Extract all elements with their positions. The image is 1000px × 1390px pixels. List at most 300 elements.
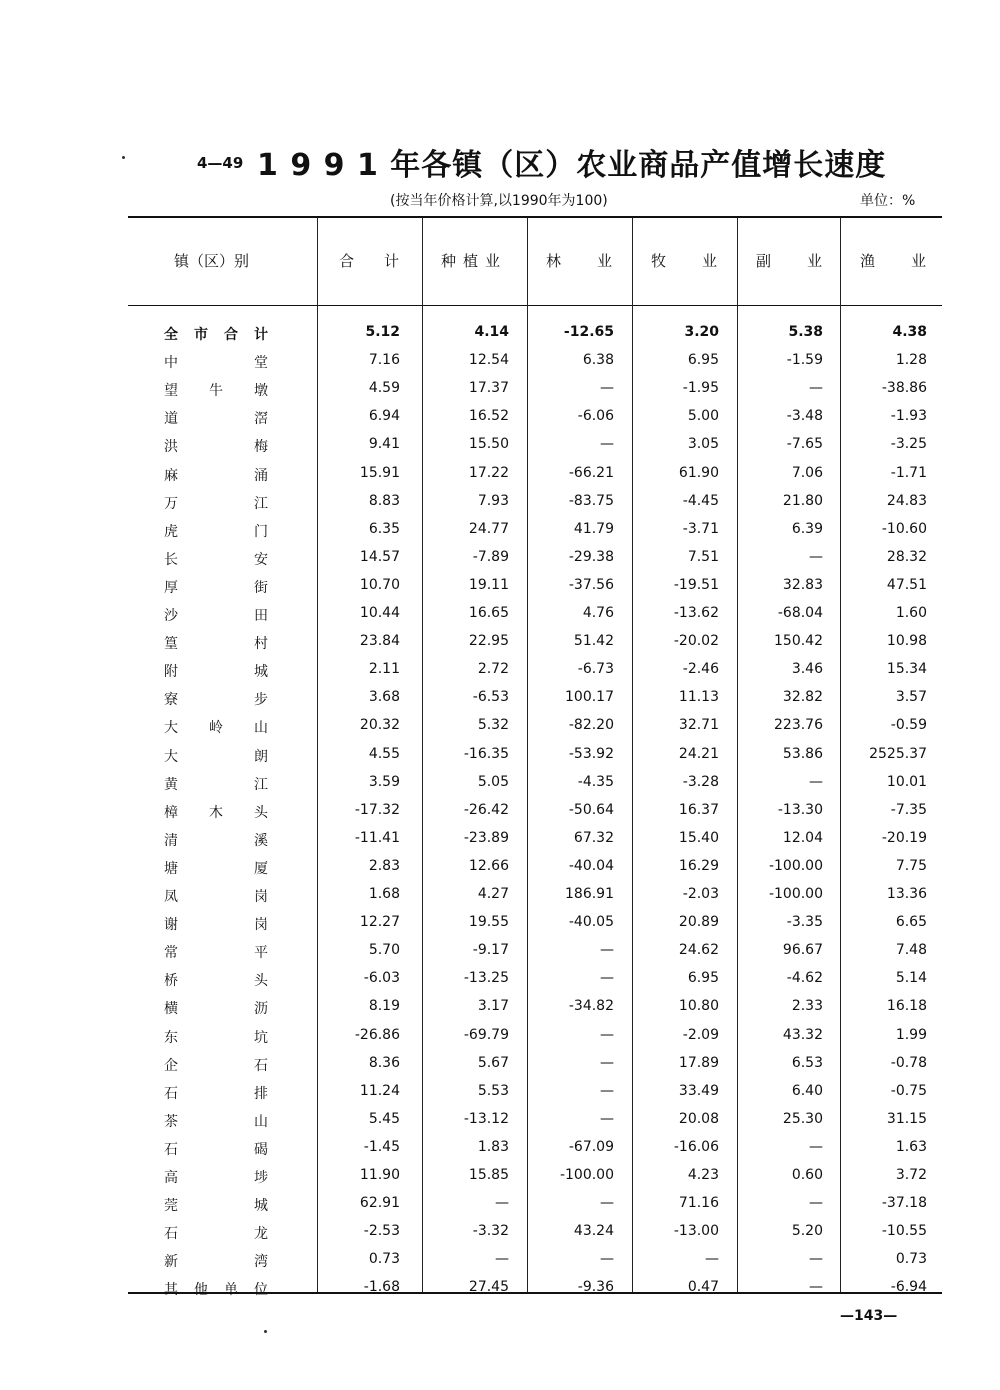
page-title: 1 9 9 1 年各镇（区）农业商品产值增长速度: [257, 148, 887, 183]
value-cell: -53.92: [568, 745, 614, 762]
value-cell: 5.00: [687, 408, 719, 425]
town-name-cell: 横沥: [164, 1001, 268, 1018]
value-cell: -3.48: [786, 408, 823, 425]
value-cell: 67.32: [573, 829, 614, 846]
value-cell: -7.89: [472, 548, 509, 565]
value-cell: 15.40: [678, 829, 719, 846]
value-cell: 20.32: [359, 717, 400, 734]
value-cell: 27.45: [468, 1279, 509, 1296]
town-name-cell: 长安: [164, 551, 268, 568]
value-cell: -10.60: [881, 520, 927, 537]
value-cell: 7.06: [791, 464, 823, 481]
table-row: [0, 1111, 1000, 1139]
table-row: [0, 1195, 1000, 1223]
town-name-cell: 洪梅: [164, 439, 268, 456]
scan-speck: [264, 1330, 267, 1333]
value-cell: 150.42: [774, 633, 823, 650]
value-cell: 1.60: [895, 605, 927, 621]
value-cell: -66.21: [568, 464, 614, 481]
value-cell: -2.53: [363, 1223, 400, 1240]
value-cell: 11.24: [359, 1082, 400, 1099]
table-row: [0, 802, 1000, 830]
value-cell: 24.83: [886, 492, 927, 509]
value-cell: 5.38: [788, 324, 823, 340]
value-cell: —: [809, 548, 823, 565]
table-row: [0, 1055, 1000, 1083]
value-cell: -1.59: [786, 352, 823, 369]
value-cell: -67.09: [568, 1138, 614, 1155]
value-cell: 11.90: [359, 1167, 400, 1183]
value-cell: 186.91: [565, 886, 614, 902]
value-cell: -17.32: [354, 801, 400, 818]
value-cell: 1.99: [895, 1026, 927, 1043]
value-cell: -6.53: [472, 689, 509, 706]
value-cell: 2.33: [791, 998, 823, 1015]
value-cell: 100.17: [565, 689, 614, 706]
town-name-cell: 中堂: [164, 355, 268, 372]
column-header-total: [339, 250, 429, 271]
value-cell: 4.14: [474, 324, 509, 340]
table-row: [0, 689, 1000, 717]
value-cell: 12.27: [359, 914, 400, 931]
value-cell: 1.83: [477, 1138, 509, 1155]
table-row: [0, 774, 1000, 802]
value-cell: —: [600, 1110, 614, 1127]
town-name-cell: 谢岗: [164, 917, 268, 934]
table-row: [0, 661, 1000, 689]
value-cell: —: [600, 436, 614, 453]
value-cell: 5.14: [895, 970, 927, 987]
value-cell: -6.73: [577, 661, 614, 678]
value-cell: -2.09: [682, 1026, 719, 1043]
value-cell: 5.12: [365, 324, 400, 340]
table-row: [0, 352, 1000, 380]
value-cell: 3.57: [895, 689, 927, 706]
value-cell: —: [600, 942, 614, 959]
value-cell: -0.75: [890, 1082, 927, 1099]
value-cell: -34.82: [568, 998, 614, 1015]
value-cell: 5.67: [477, 1054, 509, 1071]
value-cell: —: [809, 1195, 823, 1212]
town-name-cell: 全市合计: [164, 327, 268, 343]
value-cell: 7.93: [477, 492, 509, 509]
value-cell: —: [600, 1195, 614, 1212]
value-cell: 10.01: [886, 773, 927, 790]
value-cell: 6.65: [895, 914, 927, 931]
value-cell: -1.71: [890, 464, 927, 481]
value-cell: 6.94: [368, 408, 400, 425]
value-cell: 1.28: [895, 352, 927, 369]
value-cell: -9.36: [577, 1279, 614, 1296]
value-cell: 3.20: [684, 324, 719, 340]
value-cell: -0.78: [890, 1054, 927, 1071]
table-subtitle: (按当年价格计算,以1990年为100): [390, 193, 608, 209]
table-top-rule: [128, 216, 942, 218]
value-cell: -68.04: [777, 605, 823, 621]
value-cell: —: [809, 1138, 823, 1155]
table-row: [0, 436, 1000, 464]
value-cell: 8.19: [368, 998, 400, 1015]
town-name-cell: 莞城: [164, 1198, 268, 1215]
value-cell: -16.06: [673, 1138, 719, 1155]
value-cell: -19.51: [673, 576, 719, 593]
column-header-label: 林业: [546, 252, 649, 270]
table-row: [0, 1027, 1000, 1055]
value-cell: 16.65: [468, 605, 509, 621]
value-cell: 10.70: [359, 576, 400, 593]
table-row: [0, 605, 1000, 633]
value-cell: 2525.37: [869, 745, 927, 762]
value-cell: 12.04: [782, 829, 823, 846]
value-cell: 4.23: [687, 1167, 719, 1183]
value-cell: 7.51: [687, 548, 719, 565]
town-name-cell: 清溪: [164, 832, 268, 849]
town-name-cell: 大朗: [164, 748, 268, 765]
value-cell: 23.84: [359, 633, 400, 650]
value-cell: 22.95: [468, 633, 509, 650]
town-name-cell: 附城: [164, 664, 268, 681]
value-cell: 1.63: [895, 1138, 927, 1155]
value-cell: 8.36: [368, 1054, 400, 1071]
value-cell: 16.52: [468, 408, 509, 425]
value-cell: -6.06: [577, 408, 614, 425]
value-cell: 61.90: [678, 464, 719, 481]
value-cell: —: [809, 773, 823, 790]
value-cell: -100.00: [559, 1167, 614, 1183]
town-name-cell: 万江: [164, 495, 268, 512]
value-cell: 24.62: [678, 942, 719, 959]
value-cell: -13.12: [463, 1110, 509, 1127]
value-cell: 3.46: [791, 661, 823, 678]
value-cell: —: [600, 380, 614, 397]
value-cell: -26.86: [354, 1026, 400, 1043]
value-cell: 17.37: [468, 380, 509, 397]
town-name-cell: 虎门: [164, 523, 268, 540]
town-name-cell: 樟木头: [164, 804, 268, 821]
value-cell: -3.71: [682, 520, 719, 537]
table-row: [0, 886, 1000, 914]
value-cell: —: [600, 970, 614, 987]
table-row: [0, 942, 1000, 970]
value-cell: —: [600, 1026, 614, 1043]
value-cell: 5.32: [477, 717, 509, 734]
value-cell: 5.20: [791, 1223, 823, 1240]
value-cell: -83.75: [568, 492, 614, 509]
value-cell: 0.60: [791, 1167, 823, 1183]
town-name-cell: 茶山: [164, 1113, 268, 1130]
value-cell: 20.89: [678, 914, 719, 931]
column-header-label: 牧业: [651, 252, 754, 270]
value-cell: 6.38: [582, 352, 614, 369]
value-cell: 13.36: [886, 886, 927, 902]
value-cell: 51.42: [573, 633, 614, 650]
value-cell: -1.68: [363, 1279, 400, 1296]
value-cell: 4.76: [582, 605, 614, 621]
column-header-planting: [441, 250, 507, 271]
table-row: [0, 858, 1000, 886]
value-cell: —: [600, 1054, 614, 1071]
value-cell: -20.02: [673, 633, 719, 650]
value-cell: -38.86: [881, 380, 927, 397]
value-cell: 15.91: [359, 464, 400, 481]
value-cell: 71.16: [678, 1195, 719, 1212]
value-cell: 7.48: [895, 942, 927, 959]
value-cell: 3.17: [477, 998, 509, 1015]
column-header-forestry: [546, 250, 648, 271]
value-cell: 32.71: [678, 717, 719, 734]
value-cell: 4.27: [477, 886, 509, 902]
town-name-cell: 道滘: [164, 411, 268, 428]
value-cell: —: [495, 1195, 509, 1212]
value-cell: 28.32: [886, 548, 927, 565]
value-cell: 15.50: [468, 436, 509, 453]
table-row: [0, 1223, 1000, 1251]
value-cell: -1.95: [682, 380, 719, 397]
value-cell: 33.49: [678, 1082, 719, 1099]
value-cell: 53.86: [782, 745, 823, 762]
value-cell: 6.40: [791, 1082, 823, 1099]
value-cell: 41.79: [573, 520, 614, 537]
value-cell: 6.53: [791, 1054, 823, 1071]
value-cell: -100.00: [768, 886, 823, 902]
value-cell: 5.53: [477, 1082, 509, 1099]
table-row: [0, 1251, 1000, 1279]
value-cell: -29.38: [568, 548, 614, 565]
town-name-cell: 东坑: [164, 1029, 268, 1046]
table-row: [0, 746, 1000, 774]
town-name-cell: 常平: [164, 945, 268, 962]
value-cell: 20.08: [678, 1110, 719, 1127]
value-cell: 6.95: [687, 970, 719, 987]
value-cell: 10.98: [886, 633, 927, 650]
value-cell: -16.35: [463, 745, 509, 762]
value-cell: —: [600, 1082, 614, 1099]
table-row: [0, 521, 1000, 549]
value-cell: 6.95: [687, 352, 719, 369]
value-cell: -23.89: [463, 829, 509, 846]
value-cell: 47.51: [886, 576, 927, 593]
page-number: —143—: [840, 1308, 898, 1324]
value-cell: 7.16: [368, 352, 400, 369]
town-name-cell: 麻涌: [164, 467, 268, 484]
value-cell: 24.77: [468, 520, 509, 537]
value-cell: -0.59: [890, 717, 927, 734]
value-cell: 17.22: [468, 464, 509, 481]
column-header-town: [174, 250, 249, 271]
column-header-label: 合计: [339, 252, 430, 270]
value-cell: -3.25: [890, 436, 927, 453]
value-cell: -13.30: [777, 801, 823, 818]
town-name-cell: 凤岗: [164, 889, 268, 905]
value-cell: 96.67: [782, 942, 823, 959]
table-row: [0, 830, 1000, 858]
value-cell: -13.62: [673, 605, 719, 621]
table-row: [0, 465, 1000, 493]
value-cell: -6.03: [363, 970, 400, 987]
value-cell: -7.35: [890, 801, 927, 818]
value-cell: 15.34: [886, 661, 927, 678]
value-cell: -4.62: [786, 970, 823, 987]
value-cell: 16.18: [886, 998, 927, 1015]
value-cell: -11.41: [354, 829, 400, 846]
value-cell: 16.29: [678, 857, 719, 874]
value-cell: 5.45: [368, 1110, 400, 1127]
value-cell: -2.03: [682, 886, 719, 902]
column-header-label: 副业: [756, 252, 859, 270]
value-cell: -40.05: [568, 914, 614, 931]
value-cell: -1.45: [363, 1138, 400, 1155]
value-cell: -82.20: [568, 717, 614, 734]
town-name-cell: 黄江: [164, 776, 268, 793]
value-cell: 10.44: [359, 605, 400, 621]
value-cell: -26.42: [463, 801, 509, 818]
value-cell: 12.54: [468, 352, 509, 369]
value-cell: -69.79: [463, 1026, 509, 1043]
unit-label: 单位：%: [860, 193, 916, 209]
table-number: 4—49: [197, 154, 244, 172]
value-cell: 3.05: [687, 436, 719, 453]
header-bottom-rule: [128, 305, 942, 306]
value-cell: 3.59: [368, 773, 400, 790]
town-name-cell: 沙田: [164, 608, 268, 624]
value-cell: —: [600, 1251, 614, 1268]
column-header-husbandry: [651, 250, 753, 271]
value-cell: -100.00: [768, 857, 823, 874]
value-cell: -20.19: [881, 829, 927, 846]
column-header-label: 渔业: [860, 252, 963, 270]
value-cell: 32.83: [782, 576, 823, 593]
value-cell: —: [809, 1279, 823, 1296]
value-cell: 16.37: [678, 801, 719, 818]
value-cell: 2.83: [368, 857, 400, 874]
value-cell: 32.82: [782, 689, 823, 706]
value-cell: 19.11: [468, 576, 509, 593]
table-row: [0, 998, 1000, 1026]
value-cell: 19.55: [468, 914, 509, 931]
value-cell: -37.56: [568, 576, 614, 593]
column-header-label: 镇（区）别: [174, 252, 250, 270]
value-cell: -7.65: [786, 436, 823, 453]
table-row: [0, 1083, 1000, 1111]
value-cell: 0.73: [895, 1251, 927, 1268]
table-row: [0, 380, 1000, 408]
value-cell: 5.05: [477, 773, 509, 790]
town-name-cell: 企石: [164, 1057, 268, 1074]
value-cell: 4.55: [368, 745, 400, 762]
value-cell: —: [495, 1251, 509, 1268]
value-cell: -13.00: [673, 1223, 719, 1240]
table-row: [0, 633, 1000, 661]
value-cell: 25.30: [782, 1110, 823, 1127]
table-row-total: [0, 324, 1000, 352]
town-name-cell: 石龙: [164, 1226, 268, 1243]
value-cell: 2.72: [477, 661, 509, 678]
value-cell: 9.41: [368, 436, 400, 453]
value-cell: -6.94: [890, 1279, 927, 1296]
value-cell: -3.28: [682, 773, 719, 790]
value-cell: 3.68: [368, 689, 400, 706]
value-cell: 3.72: [895, 1167, 927, 1183]
value-cell: 14.57: [359, 548, 400, 565]
value-cell: -3.35: [786, 914, 823, 931]
table-row: [0, 1139, 1000, 1167]
column-header-fishery: [860, 250, 962, 271]
value-cell: 10.80: [678, 998, 719, 1015]
table-row: [0, 1167, 1000, 1195]
value-cell: 43.32: [782, 1026, 823, 1043]
value-cell: 2.11: [368, 661, 400, 678]
table-row: [0, 549, 1000, 577]
value-cell: -10.55: [881, 1223, 927, 1240]
value-cell: 15.85: [468, 1167, 509, 1183]
town-name-cell: 其他单位: [164, 1282, 268, 1299]
town-name-cell: 寮步: [164, 692, 268, 709]
value-cell: 21.80: [782, 492, 823, 509]
town-name-cell: 篁村: [164, 636, 268, 653]
value-cell: 17.89: [678, 1054, 719, 1071]
value-cell: -50.64: [568, 801, 614, 818]
column-header-sideline: [756, 250, 858, 271]
column-header-label: 种植业: [441, 252, 508, 270]
town-name-cell: 望牛墩: [164, 383, 268, 400]
value-cell: -4.35: [577, 773, 614, 790]
value-cell: 8.83: [368, 492, 400, 509]
value-cell: 12.66: [468, 857, 509, 874]
value-cell: 1.68: [368, 886, 400, 902]
town-name-cell: 新湾: [164, 1254, 268, 1271]
table-row: [0, 1279, 1000, 1307]
value-cell: —: [809, 380, 823, 397]
table-row: [0, 717, 1000, 745]
town-name-cell: 高埗: [164, 1170, 268, 1186]
value-cell: 4.38: [892, 324, 927, 340]
value-cell: -4.45: [682, 492, 719, 509]
value-cell: 0.73: [368, 1251, 400, 1268]
value-cell: —: [705, 1251, 719, 1268]
table-row: [0, 408, 1000, 436]
value-cell: —: [809, 1251, 823, 1268]
value-cell: 24.21: [678, 745, 719, 762]
value-cell: 7.75: [895, 857, 927, 874]
scan-speck: [122, 156, 125, 159]
value-cell: 5.70: [368, 942, 400, 959]
value-cell: -9.17: [472, 942, 509, 959]
value-cell: 6.39: [791, 520, 823, 537]
value-cell: 0.47: [687, 1279, 719, 1296]
value-cell: 31.15: [886, 1110, 927, 1127]
town-name-cell: 桥头: [164, 973, 268, 990]
value-cell: -1.93: [890, 408, 927, 425]
value-cell: 11.13: [678, 689, 719, 706]
table-row: [0, 970, 1000, 998]
value-cell: 62.91: [359, 1195, 400, 1212]
value-cell: -37.18: [881, 1195, 927, 1212]
table-row: [0, 577, 1000, 605]
value-cell: -13.25: [463, 970, 509, 987]
value-cell: 223.76: [774, 717, 823, 734]
value-cell: -3.32: [472, 1223, 509, 1240]
value-cell: 6.35: [368, 520, 400, 537]
table-row: [0, 493, 1000, 521]
value-cell: 4.59: [368, 380, 400, 397]
table-row: [0, 914, 1000, 942]
town-name-cell: 石排: [164, 1085, 268, 1102]
value-cell: -2.46: [682, 661, 719, 678]
value-cell: -40.04: [568, 857, 614, 874]
town-name-cell: 塘厦: [164, 860, 268, 877]
town-name-cell: 大岭山: [164, 720, 268, 737]
town-name-cell: 厚街: [164, 579, 268, 596]
